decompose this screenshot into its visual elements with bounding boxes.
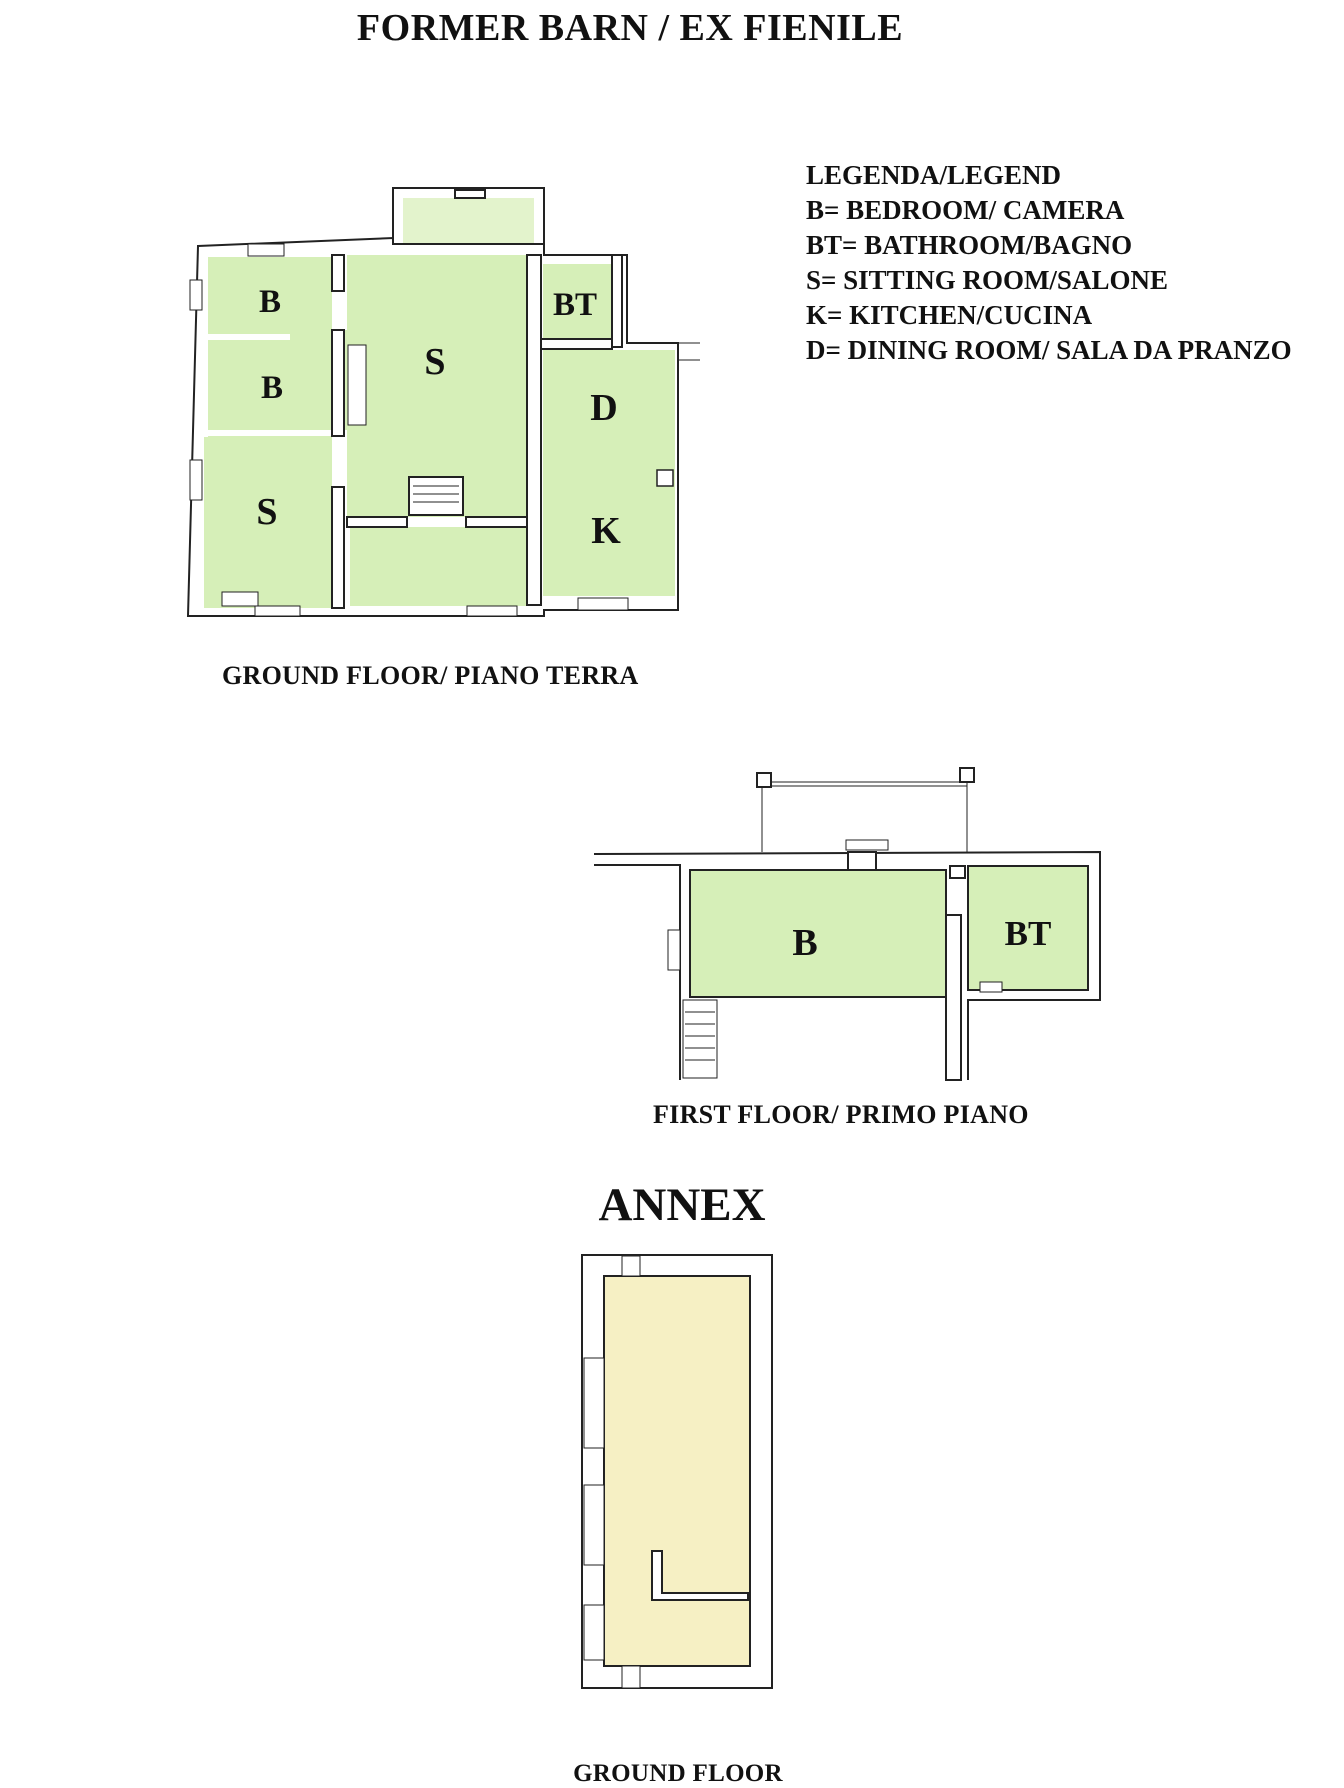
legend-item-bathroom: BT= BATHROOM/BAGNO (806, 230, 1133, 260)
gf-label-k: K (591, 510, 621, 552)
ff-terrace-rail (762, 782, 967, 786)
first-floor-caption: FIRST FLOOR/ PRIMO PIANO (653, 1100, 1029, 1129)
gf-window (190, 280, 202, 310)
legend-item-kitchen: K= KITCHEN/CUCINA (806, 300, 1093, 330)
gf-label-b1: B (258, 284, 282, 320)
gf-label-bt: BT (552, 287, 598, 323)
annex-window (584, 1605, 604, 1660)
ff-chimney (848, 852, 876, 870)
ff-label-b: B (792, 922, 818, 964)
gf-room-entry (350, 527, 527, 606)
ff-terrace-step (846, 840, 888, 850)
gf-stairs (409, 477, 463, 515)
ff-outer-wall-left (594, 865, 680, 1080)
gf-column (657, 470, 673, 486)
gf-window (467, 606, 517, 616)
gf-wall-seg-3 (332, 487, 344, 608)
annex-door (622, 1666, 640, 1688)
gf-wall-seg-7 (541, 339, 612, 349)
annex-window (584, 1485, 604, 1565)
annex-caption: GROUND FLOOR (573, 1760, 783, 1787)
ff-terrace-post (960, 768, 974, 782)
legend-item-dining-room: D= DINING ROOM/ SALA DA PRANZO (806, 335, 1292, 365)
gf-hearth (222, 592, 258, 606)
ff-label-bt: BT (1004, 914, 1052, 953)
gf-window (190, 460, 202, 500)
gf-window (578, 598, 628, 610)
legend-item-sitting-room: S= SITTING ROOM/SALONE (806, 265, 1168, 295)
gf-label-s-main: S (424, 341, 446, 383)
ff-shower-tray (980, 982, 1002, 992)
gf-wall-seg-2 (332, 330, 344, 436)
ff-window (668, 930, 680, 970)
page-title: FORMER BARN / EX FIENILE (356, 7, 904, 49)
ground-floor-caption: GROUND FLOOR/ PIANO TERRA (222, 661, 639, 690)
legend-heading: LEGENDA/LEGEND (806, 160, 1062, 190)
gf-wall-seg-8 (612, 255, 622, 347)
gf-wall-seg-4 (347, 517, 407, 527)
annex-window (584, 1358, 604, 1448)
gf-wall-seg-6 (527, 255, 541, 605)
gf-window (248, 244, 284, 256)
gf-wall-seg-1 (332, 255, 344, 291)
gf-wall-seg-5 (466, 517, 527, 527)
legend-item-bedroom: B= BEDROOM/ CAMERA (806, 195, 1125, 225)
gf-north-bay (403, 198, 534, 244)
annex-room (604, 1276, 750, 1666)
gf-label-d: D (590, 387, 618, 429)
gf-window (255, 606, 300, 616)
ff-wall-notch (950, 866, 965, 878)
annex-window (622, 1256, 640, 1276)
ff-terrace-post (757, 773, 771, 787)
annex-title: ANNEX (598, 1179, 766, 1231)
annex-plan (582, 1255, 772, 1688)
gf-stairs-side (348, 345, 366, 425)
gf-label-b2: B (260, 370, 284, 406)
ff-room-b (690, 870, 946, 997)
gf-label-s-left: S (256, 491, 278, 533)
ff-wall-partition (946, 915, 961, 1080)
gf-north-window (455, 190, 485, 198)
